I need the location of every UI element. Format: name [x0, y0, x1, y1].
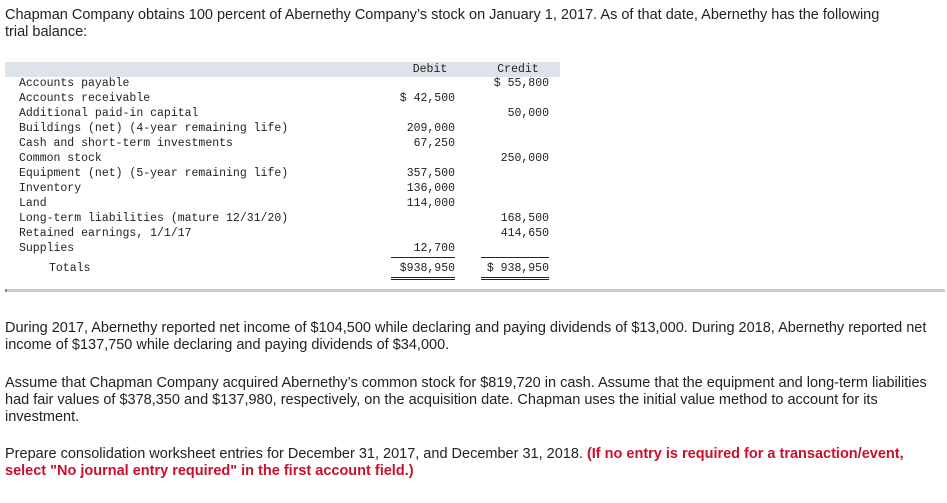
credit-total-rule-2 — [481, 279, 549, 280]
account-name: Equipment (net) (5-year remaining life) — [19, 167, 289, 180]
paragraph-income: During 2017, Abernethy reported net income of $104,500 while declaring and paying dividends of $13,000. During 2018, Abernethy reported net income of $137,750 while declaring and paying dividends of $34,000. — [5, 320, 927, 353]
table-scrollbar[interactable] — [5, 289, 945, 292]
paragraph-acquisition: Assume that Chapman Company acquired Abernethy’s common stock for $819,720 in cash. Assume that the equipment and long-term liabilities had fair values of $378,350 and $137,980, respectively, on the acquisition date. Chapman uses the initial value method to account for its investment. — [5, 375, 927, 425]
table-row — [5, 136, 560, 151]
credit-value: 414,650 — [500, 227, 549, 240]
table-row — [5, 166, 560, 181]
debit-total-rule-1 — [391, 277, 455, 278]
table-row — [5, 106, 560, 121]
credit-value: $ 55,800 — [493, 77, 549, 90]
credit-subtotal-rule — [481, 257, 549, 258]
credit-total-rule-1 — [481, 277, 549, 278]
credit-total: $ 938,950 — [486, 262, 549, 275]
account-name: Additional paid-in capital — [19, 107, 199, 120]
account-name: Common stock — [19, 152, 102, 165]
table-row — [5, 151, 560, 166]
credit-header: Credit — [497, 63, 539, 76]
debit-total-rule-2 — [391, 279, 455, 280]
credit-value: 250,000 — [500, 152, 549, 165]
account-name: Land — [19, 197, 47, 210]
table-row — [5, 91, 560, 106]
instructions-text: Prepare consolidation worksheet entries for December 31, 2017, and December 31, 2018. — [5, 446, 583, 462]
table-row — [5, 181, 560, 196]
credit-value: 168,500 — [500, 212, 549, 225]
debit-value: 114,000 — [406, 197, 455, 210]
debit-value: 67,250 — [413, 137, 455, 150]
debit-header: Debit — [412, 63, 448, 76]
credit-value: 50,000 — [507, 107, 549, 120]
table-row — [5, 226, 560, 241]
table-row — [5, 76, 560, 91]
debit-value: 136,000 — [406, 182, 455, 195]
debit-value: 209,000 — [406, 122, 455, 135]
debit-value: $ 42,500 — [399, 92, 455, 105]
table-header — [5, 62, 560, 77]
trial-balance-table — [5, 62, 560, 285]
totals-label: Totals — [49, 262, 91, 275]
debit-subtotal-rule — [391, 257, 455, 258]
account-name: Accounts receivable — [19, 92, 151, 105]
paragraph-instructions — [5, 446, 940, 480]
debit-value: 357,500 — [406, 167, 455, 180]
instructions-note: (If no entry is required for a transaction/event, select "No journal entry required" in the first account field.) — [5, 446, 904, 479]
intro-text: Chapman Company obtains 100 percent of Abernethy Company’s stock on January 1, 2017. As of that date, Abernethy has the following trial balance: — [5, 7, 880, 40]
account-name: Inventory — [19, 182, 82, 195]
debit-total: $938,950 — [399, 262, 455, 275]
table-row — [5, 241, 560, 256]
totals-row — [5, 261, 560, 276]
account-name: Long-term liabilities (mature 12/31/20) — [19, 212, 289, 225]
account-name: Buildings (net) (4-year remaining life) — [19, 122, 289, 135]
table-row — [5, 211, 560, 226]
account-name: Accounts payable — [19, 77, 130, 90]
table-row — [5, 121, 560, 136]
account-name: Retained earnings, 1/1/17 — [19, 227, 192, 240]
account-name: Supplies — [19, 242, 75, 255]
debit-value: 12,700 — [413, 242, 455, 255]
table-row — [5, 196, 560, 211]
account-name: Cash and short-term investments — [19, 137, 233, 150]
